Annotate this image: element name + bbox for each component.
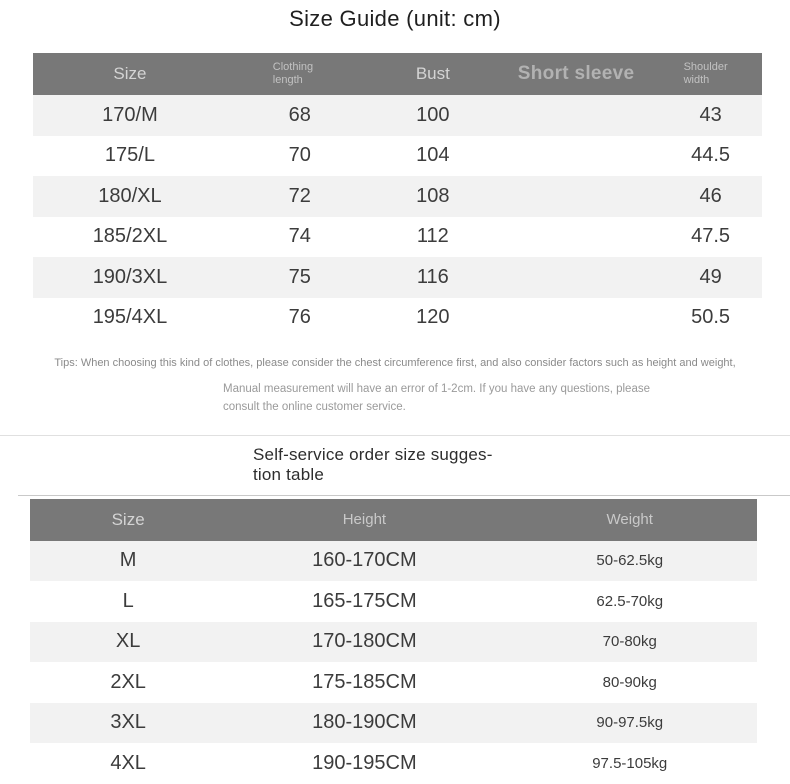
column-header-clothing-length bbox=[227, 61, 373, 87]
suggestion-table-body bbox=[30, 541, 757, 784]
column-header-bust: Bust bbox=[415, 64, 450, 83]
cell-size: 190/3XL bbox=[92, 265, 168, 288]
cell-size: 2XL bbox=[110, 670, 146, 693]
table-row bbox=[33, 257, 762, 298]
cell-shoulder-width: 46 bbox=[699, 184, 722, 207]
table-row bbox=[30, 743, 757, 784]
tips-text: Tips: When choosing this kind of clothes, please consider the chest circumference first, and also consider factors such as height and weight, bbox=[54, 357, 736, 369]
cell-shoulder-width: 47.5 bbox=[691, 225, 731, 248]
cell-size: M bbox=[119, 549, 137, 572]
cell-shoulder-width: 44.5 bbox=[691, 144, 731, 167]
cell-height: 190-195CM bbox=[312, 751, 417, 774]
measurement-note-line2: consult the online customer service. bbox=[223, 400, 406, 413]
table-row bbox=[33, 298, 762, 339]
cell-size: 175/L bbox=[104, 144, 155, 167]
cell-height: 165-175CM bbox=[312, 589, 417, 612]
cell-weight: 50-62.5kg bbox=[596, 552, 664, 570]
cell-clothing-length: 75 bbox=[288, 265, 311, 288]
cell-height: 170-180CM bbox=[312, 630, 417, 653]
cell-bust: 112 bbox=[416, 225, 449, 248]
measurement-note-line1: Manual measurement will have an error of 1-2cm. If you have any questions, please bbox=[223, 383, 650, 395]
cell-clothing-length: 74 bbox=[288, 225, 311, 248]
cell-weight: 62.5-70kg bbox=[596, 592, 664, 610]
cell-size: XL bbox=[115, 630, 141, 653]
column-header-size: Size bbox=[111, 509, 145, 529]
column-header-short-sleeve: Short sleeve bbox=[517, 63, 635, 84]
table-row bbox=[33, 217, 762, 258]
cell-height: 175-185CM bbox=[312, 670, 417, 693]
section-divider bbox=[0, 435, 790, 436]
measurement-note bbox=[223, 381, 653, 417]
table-row bbox=[30, 581, 757, 622]
column-header-clothing-length-label: Clothing length bbox=[272, 60, 314, 86]
cell-bust: 116 bbox=[416, 265, 449, 288]
cell-shoulder-width: 43 bbox=[699, 103, 722, 126]
table-row bbox=[33, 136, 762, 177]
section-heading bbox=[253, 445, 790, 485]
size-guide-table-body bbox=[33, 95, 762, 338]
table-row bbox=[30, 703, 757, 744]
column-header-shoulder-width-label: Shoulder width bbox=[683, 60, 728, 86]
column-header-weight: Weight bbox=[606, 511, 653, 529]
section-heading-line2: tion table bbox=[253, 464, 324, 484]
column-header-height: Height bbox=[342, 511, 387, 529]
column-header-size: Size bbox=[113, 64, 147, 83]
page-title: Size Guide (unit: cm) bbox=[289, 6, 501, 31]
table-top-divider bbox=[18, 495, 790, 496]
cell-size: 185/2XL bbox=[92, 225, 168, 248]
cell-bust: 100 bbox=[416, 103, 450, 126]
table-row bbox=[33, 176, 762, 217]
column-header-shoulder-width bbox=[659, 61, 762, 87]
cell-clothing-length: 68 bbox=[288, 103, 311, 126]
cell-size: 170/M bbox=[102, 103, 158, 126]
cell-bust: 104 bbox=[416, 144, 450, 167]
suggestion-table-header bbox=[30, 499, 757, 541]
section-heading-line1: Self-service order size sugges- bbox=[253, 444, 493, 464]
cell-weight: 80-90kg bbox=[602, 673, 657, 691]
table-row bbox=[30, 541, 757, 582]
size-guide-table-header bbox=[33, 53, 762, 95]
cell-weight: 70-80kg bbox=[602, 633, 657, 651]
cell-clothing-length: 76 bbox=[288, 306, 311, 329]
cell-size: 195/4XL bbox=[92, 306, 168, 329]
cell-shoulder-width: 50.5 bbox=[691, 306, 731, 329]
cell-weight: 90-97.5kg bbox=[596, 714, 664, 732]
cell-size: L bbox=[122, 589, 134, 612]
cell-bust: 108 bbox=[416, 184, 450, 207]
cell-bust: 120 bbox=[416, 306, 450, 329]
cell-size: 3XL bbox=[110, 711, 146, 734]
table-row bbox=[30, 662, 757, 703]
cell-clothing-length: 70 bbox=[288, 144, 311, 167]
cell-height: 160-170CM bbox=[312, 549, 417, 572]
cell-size: 180/XL bbox=[98, 184, 162, 207]
cell-size: 4XL bbox=[110, 751, 146, 774]
cell-clothing-length: 72 bbox=[288, 184, 311, 207]
size-guide-table bbox=[33, 53, 762, 338]
table-row bbox=[30, 622, 757, 663]
cell-height: 180-190CM bbox=[312, 711, 417, 734]
cell-weight: 97.5-105kg bbox=[592, 754, 668, 772]
table-row bbox=[33, 95, 762, 136]
suggestion-table bbox=[30, 499, 757, 784]
cell-shoulder-width: 49 bbox=[699, 265, 722, 288]
